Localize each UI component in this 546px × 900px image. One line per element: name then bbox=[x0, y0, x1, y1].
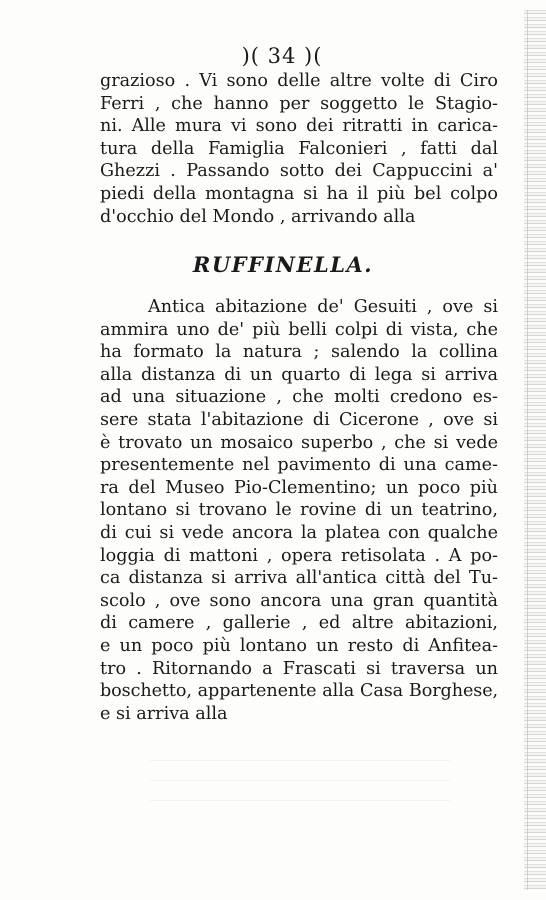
text-line: ca distanza si arriva all'antica città del Tu- bbox=[100, 568, 498, 589]
show-through-texture bbox=[150, 752, 450, 812]
text-line: lontano si trovano le rovine di un teatrino, bbox=[100, 500, 498, 521]
text-line: Antica abitazione de' Gesuiti , ove si bbox=[148, 297, 498, 317]
main-paragraph bbox=[100, 296, 498, 725]
text-line: ni. Alle mura vi sono dei ritratti in carica- bbox=[100, 116, 498, 137]
text-line: d'occhio del Mondo , arrivando alla bbox=[100, 206, 416, 227]
text-line: e si arriva alla bbox=[100, 703, 228, 724]
text-line: sere stata l'abitazione di Cicerone , ove si bbox=[100, 409, 498, 430]
text-line: di camere , gallerie , ed altre abitazioni, bbox=[100, 613, 498, 634]
text-line: alla distanza di un quarto di lega si arriva bbox=[100, 364, 498, 385]
text-line: tura della Famiglia Falconieri , fatti dal bbox=[100, 138, 498, 159]
text-line: ha formato la natura ; salendo la collina bbox=[100, 342, 498, 363]
section-heading: RUFFINELLA. bbox=[192, 252, 374, 277]
text-line: ad una situazione , che molti credono es- bbox=[100, 387, 498, 408]
text-line: scolo , ove sono ancora una gran quantità bbox=[100, 590, 498, 611]
running-head: )( 34 )( bbox=[241, 44, 323, 68]
page-edge-line bbox=[527, 10, 528, 890]
top-paragraph bbox=[100, 70, 498, 228]
text-line: presentemente nel pavimento di una came- bbox=[100, 455, 498, 476]
text-line: grazioso . Vi sono delle altre volte di Ciro bbox=[100, 71, 498, 91]
text-line: ammira uno de' più belli colpi di vista, che bbox=[100, 319, 498, 340]
text-line: boschetto, appartenente alla Casa Borghese, bbox=[100, 681, 498, 702]
text-line: tro . Ritornando a Frascati si traversa un bbox=[100, 658, 498, 679]
text-line: ra del Museo Pio-Clementino; un poco più bbox=[100, 477, 498, 498]
text-line: Ferri , che hanno per soggetto le Stagio- bbox=[100, 93, 498, 114]
text-line: e un poco più lontano un resto di Anfitea- bbox=[100, 635, 498, 656]
text-line: è trovato un mosaico superbo , che si vede bbox=[100, 432, 498, 453]
text-line: Ghezzi . Passando sotto dei Cappuccini a' bbox=[100, 161, 498, 182]
text-line: piedi della montagna si ha il più bel colpo bbox=[100, 183, 498, 204]
text-line: loggia di mattoni , opera retisolata . A po- bbox=[100, 545, 498, 566]
text-line: di cui si vede ancora la platea con qualche bbox=[100, 522, 498, 543]
